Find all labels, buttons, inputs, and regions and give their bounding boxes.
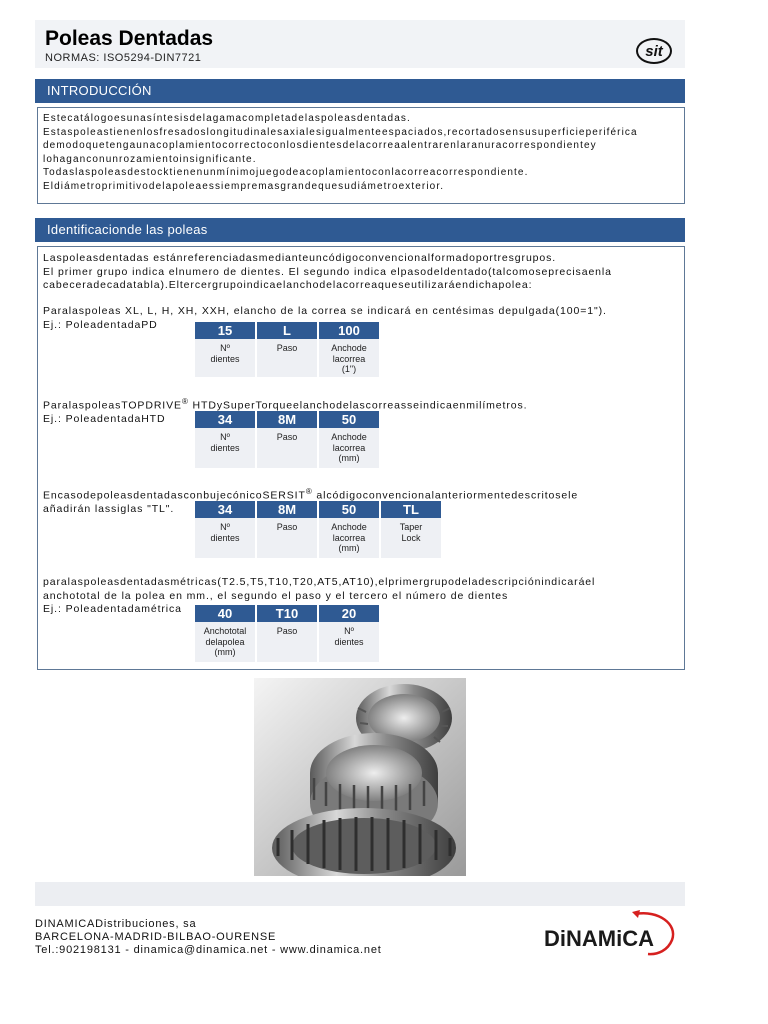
ident-intro-line: Laspoleasdentadas estánreferenciadasmedianteuncódigoconvencionalformadoportresgrupos. — [43, 252, 557, 264]
intro-line: Eldiámetroprimitivodelapoleaessiempremasgrandequesudiámetroexterior. — [43, 180, 445, 192]
registered-mark: ® — [181, 397, 189, 406]
block4-line: paralaspoleasdentadasmétricas(T2.5,T5,T10,T20,AT5,AT10),elprimergrupodeladescripciónindicaráel — [43, 576, 596, 588]
sit-logo: sit — [636, 38, 672, 64]
pulley-photo — [254, 678, 466, 876]
ident-intro-line: El primer grupo indica elnumero de dientes. El segundo indica elpasodeldentado(talcomoseprecisaenla — [43, 265, 612, 278]
code-row-metric — [195, 605, 379, 662]
intro-line: Todaslaspoleasdestocktienenunmínimojuegodeacoplamientoconlacorreacorrespondiente. — [43, 167, 529, 178]
code-value: 8M — [257, 501, 317, 518]
code-desc: Paso — [257, 518, 317, 558]
code-row-htd — [195, 411, 379, 468]
company-name: DINAMICADistribuciones, sa — [35, 918, 197, 930]
normas-label: NORMAS: ISO5294-DIN7721 — [45, 52, 202, 64]
intro-line: demodoquetengaunacoplamientocorrectoconlosdientesdelacorreaalentrarenlaranuracorrespondientey — [43, 140, 597, 151]
code-cell — [195, 322, 255, 377]
code-value: 34 — [195, 501, 255, 518]
intro-line: lohaganconunrozamientoinsignificante. — [43, 153, 257, 165]
code-desc: Nº dientes — [195, 518, 255, 558]
code-desc: Anchode lacorrea (mm) — [319, 428, 379, 468]
registered-mark: ® — [305, 487, 313, 496]
intro-text — [43, 112, 679, 193]
code-desc: Paso — [257, 428, 317, 468]
code-row-pd — [195, 322, 379, 377]
dinamica-logo — [540, 908, 680, 958]
code-desc: Taper Lock — [381, 518, 441, 558]
block2-example: Ej.: PoleadentadaHTD — [43, 413, 166, 425]
ident-intro-line: cabeceradecadatabla).Eltercergrupoindicaelanchodelacorreaqueseutilizaráendichapolea: — [43, 279, 533, 291]
code-cell — [257, 605, 317, 662]
code-cell — [257, 411, 317, 468]
block1-example: Ej.: PoleadentadaPD — [43, 318, 158, 331]
dinamica-logo-text: DiNAMiCA — [544, 926, 654, 951]
code-value: TL — [381, 501, 441, 518]
block3-line-a: EncasodepoleasdentadasconbujecónicoSERSIT — [43, 489, 306, 502]
code-value: 100 — [319, 322, 379, 339]
code-desc: Anchode lacorrea (1") — [319, 339, 379, 377]
footer-bar — [35, 882, 685, 906]
code-desc: Nº dientes — [195, 428, 255, 468]
code-value: 8M — [257, 411, 317, 428]
code-value: 20 — [319, 605, 379, 622]
code-cell — [381, 501, 441, 558]
code-desc: Paso — [257, 339, 317, 377]
block1-line: Paralaspoleas XL, L, H, XH, XXH, elancho de la correa se indicará en centésimas depulgada(100=1"). — [43, 305, 607, 317]
code-cell — [257, 501, 317, 558]
code-value: 40 — [195, 605, 255, 622]
code-value: 50 — [319, 501, 379, 518]
code-cell — [195, 411, 255, 468]
ident-intro — [43, 252, 679, 293]
block4-example: Ej.: Poleadentadamétrica — [43, 603, 182, 615]
code-desc: Nº dientes — [195, 339, 255, 377]
code-cell — [319, 322, 379, 377]
code-desc: Anchototal delapolea (mm) — [195, 622, 255, 662]
pulley-illustration — [254, 678, 466, 876]
code-value: L — [257, 322, 317, 339]
page-title: Poleas Dentadas — [45, 27, 214, 50]
code-cell — [319, 605, 379, 662]
code-cell — [195, 605, 255, 662]
code-value: 50 — [319, 411, 379, 428]
intro-heading: INTRODUCCIÓN — [35, 79, 685, 103]
block2-line-b: HTDySuperTorqueelanchodelascorreasseindicaenmilímetros. — [188, 399, 528, 412]
ident-heading: Identificacionde las poleas — [35, 218, 685, 242]
code-cell — [319, 501, 379, 558]
intro-line: Estaspoleastienenlosfresadoslongitudinalesaxialesigualmenteespaciados,recortadosensusuperficieperiférica — [43, 126, 638, 138]
dinamica-logo-mark — [540, 908, 680, 958]
code-value: T10 — [257, 605, 317, 622]
company-contact: Tel.:902198131 - dinamica@dinamica.net - www.dinamica.net — [35, 944, 382, 956]
code-desc: Nº dientes — [319, 622, 379, 662]
code-value: 15 — [195, 322, 255, 339]
code-row-tl — [195, 501, 441, 558]
block3-example: añadirán lassiglas "TL". — [43, 503, 175, 515]
code-desc: Paso — [257, 622, 317, 662]
code-cell — [319, 411, 379, 468]
block3-line-b: alcódigoconvencionalanteriormentedescritosele — [312, 489, 579, 502]
block4-line: anchototal de la polea en mm., el segundo el paso y el tercero el número de dientes — [43, 589, 509, 602]
code-value: 34 — [195, 411, 255, 428]
code-cell — [195, 501, 255, 558]
code-desc: Anchode lacorrea (mm) — [319, 518, 379, 558]
footer-contact — [35, 918, 382, 957]
block2-line-a: ParalaspoleasTOPDRIVE — [43, 399, 182, 412]
company-cities: BARCELONA-MADRID-BILBAO-OURENSE — [35, 931, 277, 943]
intro-line: Estecatálogoesunasíntesisdelagamacompletadelaspoleasdentadas. — [43, 113, 411, 124]
code-cell — [257, 322, 317, 377]
